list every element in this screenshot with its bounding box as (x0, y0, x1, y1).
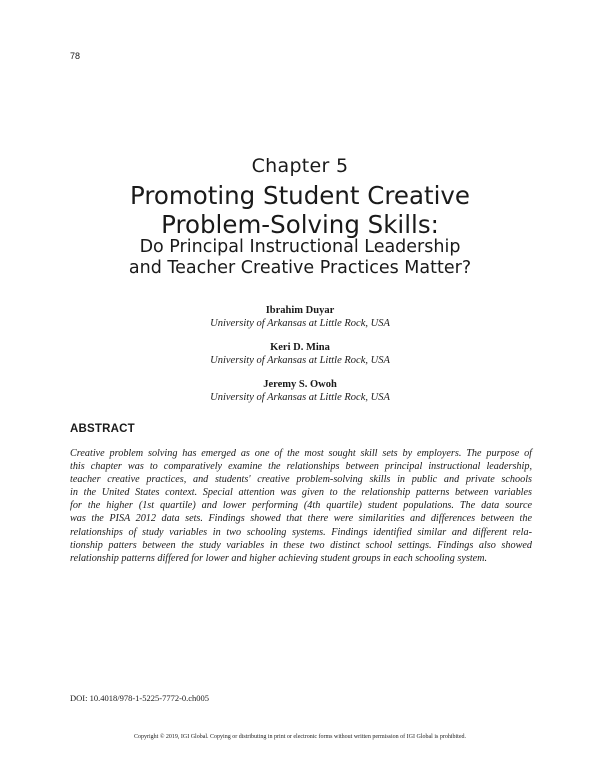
chapter-subtitle-line: and Teacher Creative Practices Matter? (128, 258, 472, 278)
doi-text: DOI: 10.4018/978-1-5225-7772-0.ch005 (70, 693, 210, 703)
copyright-notice: Copyright © 2019, IGI Global. Copying or distributing in print or electronic forms without written permission of IGI Global is prohibited. (133, 734, 466, 740)
chapter-label: Chapter 5 (251, 155, 349, 177)
chapter-title (0, 181, 600, 239)
abstract-line: Creative problem solving has emerged as one of the most sought skill sets by employers. The purpose of (70, 448, 532, 459)
abstract-line: relationship patterns differed for lower and higher achieving student groups in each schooling system. (70, 552, 488, 564)
chapter-title-line: Promoting Student Creative (130, 181, 470, 210)
author-name: Jeremy S. Owoh (263, 379, 337, 390)
abstract-line: for the higher (1st quartile) and lower performing (4th quartile) student populations. The data source (70, 500, 532, 512)
author-name: Ibrahim Duyar (265, 305, 335, 316)
author-block (0, 342, 600, 367)
author-list (0, 305, 600, 416)
author-affiliation: University of Arkansas at Little Rock, USA (210, 392, 390, 403)
abstract-line: tionship patters between the study variables in these two distinct school settings. Findings also showed (70, 539, 532, 551)
chapter-title-line: Problem-Solving Skills: (161, 210, 439, 239)
page-number: 78 (70, 51, 81, 61)
abstract-line: relationships of study variables in two schooling systems. Findings identified similar and different rela- (70, 526, 532, 538)
author-block (0, 305, 600, 330)
author-affiliation: University of Arkansas at Little Rock, USA (210, 318, 390, 329)
chapter-subtitle (0, 237, 600, 279)
author-block (0, 379, 600, 404)
author-name: Keri D. Mina (270, 342, 330, 353)
abstract-heading: ABSTRACT (70, 423, 135, 435)
abstract-line: teacher creative practices, and students' creative problem-solving skills in public and private schools (70, 474, 532, 486)
chapter-subtitle-line: Do Principal Instructional Leadership (139, 237, 461, 257)
author-affiliation: University of Arkansas at Little Rock, USA (210, 355, 390, 366)
abstract-line: this chapter was to comparatively examine the relationships between principal instructional leadership, (70, 461, 532, 473)
abstract-line: was the PISA 2012 data sets. Findings showed that there were similarities and differences between the (70, 513, 532, 525)
abstract-line: in the United States context. Special attention was given to the relationship patterns between variables (70, 487, 532, 499)
abstract-body (70, 447, 532, 565)
